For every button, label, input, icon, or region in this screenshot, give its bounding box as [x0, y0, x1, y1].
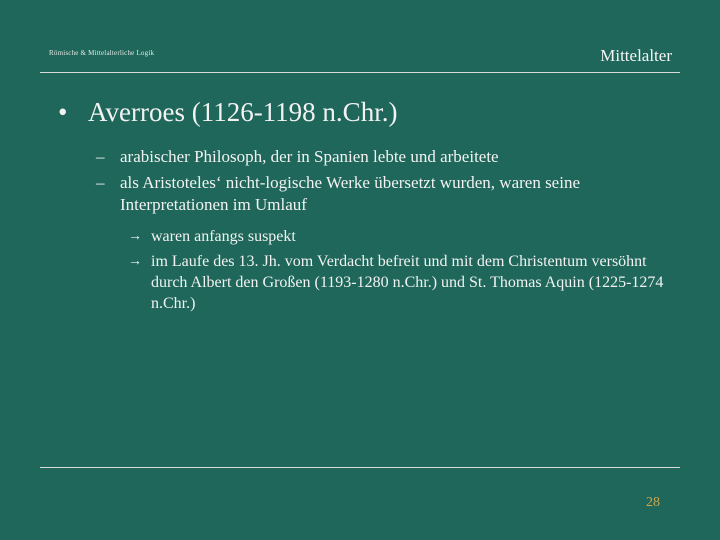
list-item: [128, 251, 668, 314]
arrow-right-icon: →: [128, 229, 142, 244]
top-divider: [40, 72, 680, 73]
main-bullet: [58, 96, 397, 128]
bottom-divider: [40, 467, 680, 468]
dash-marker: –: [96, 173, 105, 192]
bullet-marker: •: [58, 97, 68, 127]
arrow-right-icon: →: [128, 254, 142, 269]
sub-item-text: arabischer Philosoph, der in Spanien lebte und arbeitete: [120, 147, 499, 166]
list-item: [96, 172, 666, 216]
sub-list: [96, 146, 666, 220]
sub-item-text: als Aristoteles‘ nicht-logische Werke übersetzt wurden, waren seine Interpretationen im Umlauf: [120, 173, 580, 214]
arrow-item-text: im Laufe des 13. Jh. vom Verdacht befreit und mit dem Christentum versöhnt durch Albert den Großen (1193-1280 n.Chr.) und St. Thomas Aquin (1225-1274 n.Chr.): [151, 253, 664, 312]
list-item: [96, 146, 666, 168]
arrow-list: [128, 226, 668, 318]
section-title: Mittelalter: [600, 46, 672, 65]
main-bullet-text: Averroes (1126-1198 n.Chr.): [88, 97, 398, 127]
arrow-item-text: waren anfangs suspekt: [151, 228, 296, 245]
dash-marker: –: [96, 147, 105, 166]
course-title: Römische & Mittelalterliche Logik: [49, 49, 155, 57]
page-number: 28: [646, 495, 660, 510]
list-item: [128, 226, 668, 247]
